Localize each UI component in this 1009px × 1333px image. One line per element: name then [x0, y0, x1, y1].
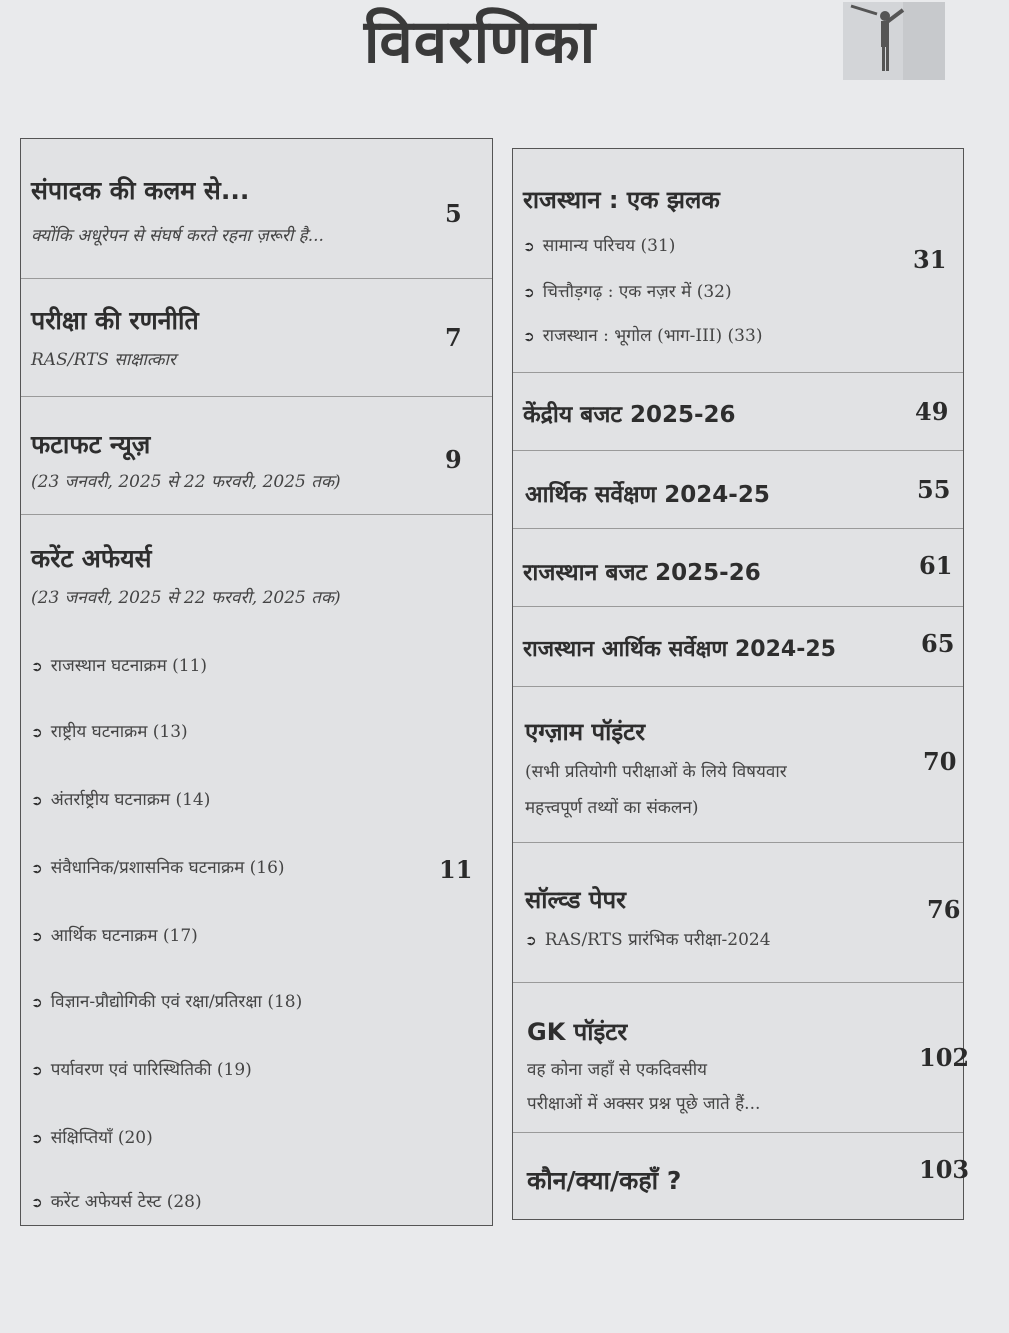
- section-heading: राजस्थान बजट 2025-26: [523, 560, 761, 586]
- bullet-arrow-icon: ➲: [523, 285, 535, 301]
- page-number: 5: [445, 199, 462, 228]
- section-heading: कौन/क्या/कहाँ ?: [527, 1166, 682, 1195]
- list-item[interactable]: ➲ राजस्थान घटनाक्रम (11): [31, 656, 208, 676]
- section-union-budget[interactable]: [513, 373, 963, 451]
- contents-left-column: [20, 138, 493, 1226]
- section-solved-paper[interactable]: [513, 843, 963, 983]
- list-item[interactable]: ➲ राजस्थान : भूगोल (भाग-III) (33): [523, 326, 763, 346]
- section-rajasthan-budget[interactable]: [513, 529, 963, 607]
- section-subtitle: (23 जनवरी, 2025 से 22 फरवरी, 2025 तक): [31, 472, 341, 492]
- bullet-arrow-icon: ➲: [523, 239, 535, 255]
- section-subtitle: (23 जनवरी, 2025 से 22 फरवरी, 2025 तक): [31, 588, 341, 608]
- page-title: विवरणिका: [363, 7, 597, 77]
- list-item[interactable]: ➲ चित्तौड़गढ़ : एक नज़र में (32): [523, 282, 732, 302]
- section-heading: फटाफट न्यूज़: [31, 430, 151, 459]
- section-subtitle: (सभी प्रतियोगी परीक्षाओं के लिये विषयवार: [525, 762, 787, 782]
- section-subtitle: वह कोना जहाँ से एकदिवसीय: [527, 1060, 708, 1080]
- list-item[interactable]: ➲ राष्ट्रीय घटनाक्रम (13): [31, 722, 188, 742]
- section-gk-pointer[interactable]: [513, 983, 970, 1133]
- section-heading: करेंट अफेयर्स: [31, 544, 152, 573]
- bullet-arrow-icon: ➲: [523, 329, 535, 345]
- list-item[interactable]: ➲ आर्थिक घटनाक्रम (17): [31, 926, 198, 946]
- list-item[interactable]: ➲ संवैधानिक/प्रशासनिक घटनाक्रम (16): [31, 858, 285, 878]
- section-exam-pointer[interactable]: [513, 687, 963, 843]
- section-rajasthan[interactable]: [513, 149, 963, 373]
- bullet-arrow-icon: ➲: [31, 1063, 43, 1079]
- list-item[interactable]: ➲ RAS/RTS प्रारंभिक परीक्षा-2024: [525, 930, 771, 950]
- section-subtitle: महत्त्वपूर्ण तथ्यों का संकलन): [525, 798, 699, 818]
- bullet-arrow-icon: ➲: [31, 995, 43, 1011]
- page-number: 65: [921, 629, 955, 658]
- section-heading: सॉल्व्ड पेपर: [525, 886, 626, 914]
- section-subtitle: क्योंकि अधूरेपन से संघर्ष करते रहना ज़रूरी है...: [31, 226, 324, 246]
- bullet-arrow-icon: ➲: [31, 659, 43, 675]
- section-heading: एग्ज़ाम पॉइंटर: [525, 718, 646, 746]
- page-number: 55: [917, 475, 951, 504]
- person-telescope-icon: [843, 2, 945, 80]
- section-economic-survey[interactable]: [513, 451, 963, 529]
- section-heading: राजस्थान : एक झलक: [523, 186, 720, 214]
- list-item[interactable]: ➲ पर्यावरण एवं पारिस्थितिकी (19): [31, 1060, 252, 1080]
- section-heading: संपादक की कलम से...: [31, 176, 250, 205]
- section-subtitle: RAS/RTS साक्षात्कार: [31, 350, 176, 370]
- bullet-arrow-icon: ➲: [31, 861, 43, 877]
- section-heading: GK पॉइंटर: [527, 1018, 628, 1046]
- page-number: 31: [913, 245, 947, 274]
- section-subtitle: परीक्षाओं में अक्सर प्रश्न पूछे जाते हैं...: [527, 1094, 761, 1114]
- page-number: 7: [445, 323, 462, 352]
- list-item[interactable]: ➲ सामान्य परिचय (31): [523, 236, 676, 256]
- section-current-affairs[interactable]: [21, 515, 492, 1227]
- section-rajasthan-survey[interactable]: [513, 607, 963, 687]
- section-heading: आर्थिक सर्वेक्षण 2024-25: [525, 482, 770, 508]
- bullet-arrow-icon: ➲: [31, 725, 43, 741]
- page-number: 9: [445, 445, 462, 474]
- contents-right-column: [512, 148, 970, 1220]
- section-heading: राजस्थान आर्थिक सर्वेक्षण 2024-25: [523, 637, 836, 662]
- page-number: 49: [915, 397, 949, 426]
- list-item[interactable]: ➲ संक्षिप्तियाँ (20): [31, 1128, 153, 1148]
- page-number: 70: [923, 747, 957, 776]
- section-editor[interactable]: [21, 139, 492, 279]
- bullet-arrow-icon: ➲: [31, 1131, 43, 1147]
- page-number: 11: [439, 855, 473, 884]
- page-number: 103: [919, 1155, 970, 1184]
- page-number: 61: [919, 551, 953, 580]
- section-news[interactable]: [21, 397, 492, 515]
- section-heading: केंद्रीय बजट 2025-26: [523, 402, 736, 428]
- section-strategy[interactable]: [21, 279, 492, 397]
- list-item[interactable]: ➲ विज्ञान-प्रौद्योगिकी एवं रक्षा/प्रतिरक्षा (18): [31, 992, 303, 1012]
- page-number: 76: [927, 895, 961, 924]
- list-item[interactable]: ➲ करेंट अफेयर्स टेस्ट (28): [31, 1192, 202, 1212]
- section-kaun-kya-kahan[interactable]: [513, 1133, 970, 1221]
- bullet-arrow-icon: ➲: [31, 793, 43, 809]
- list-item[interactable]: ➲ अंतर्राष्ट्रीय घटनाक्रम (14): [31, 790, 211, 810]
- section-heading: परीक्षा की रणनीति: [31, 306, 199, 335]
- bullet-arrow-icon: ➲: [31, 929, 43, 945]
- bullet-arrow-icon: ➲: [31, 1195, 43, 1211]
- page-number: 102: [919, 1043, 970, 1072]
- bullet-arrow-icon: ➲: [525, 933, 537, 949]
